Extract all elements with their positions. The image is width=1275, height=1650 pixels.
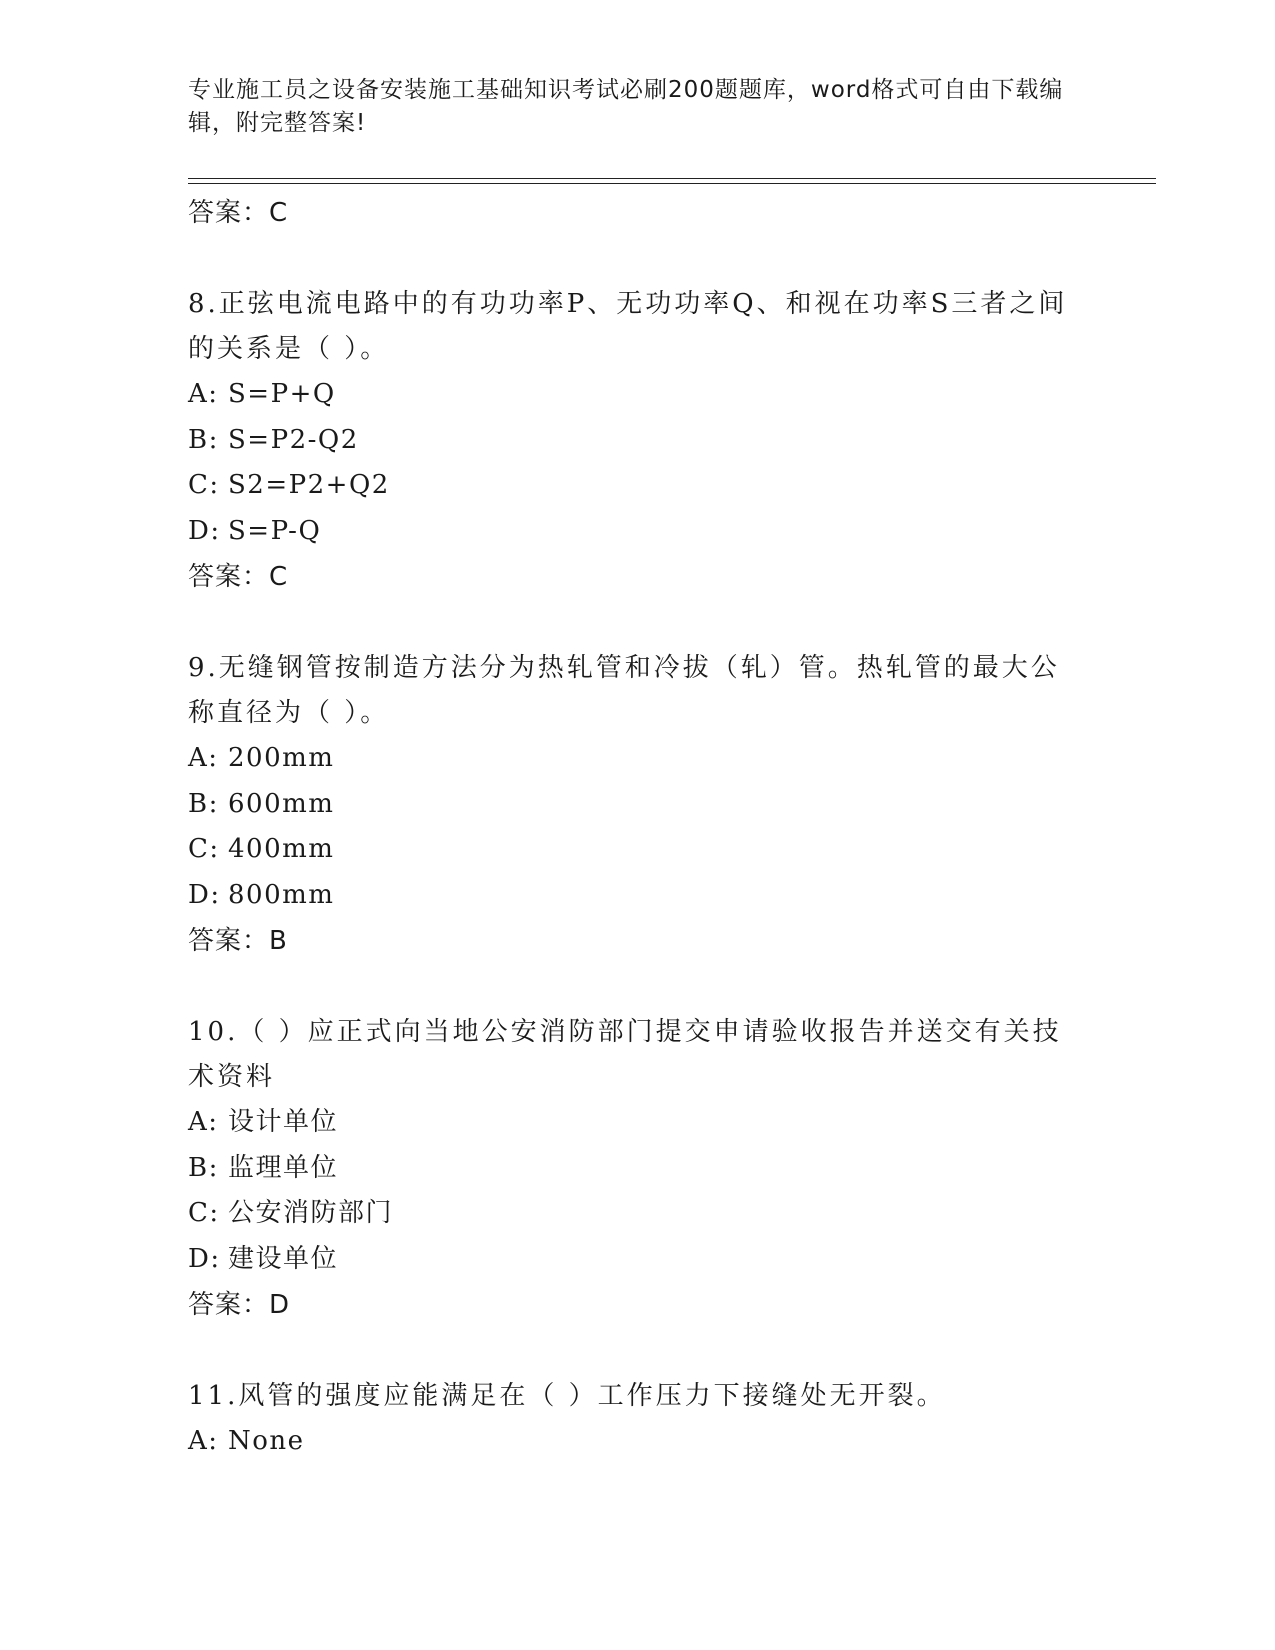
option-text: 设计单位: [228, 1107, 339, 1137]
option-key: A:: [188, 1107, 219, 1137]
option-text: 公安消防部门: [228, 1198, 394, 1228]
option-b: [188, 782, 1088, 828]
option-b: [188, 1146, 1088, 1192]
option-text: S=P+Q: [228, 379, 336, 409]
header-divider-bottom: [188, 183, 1156, 184]
option-key: A:: [188, 743, 219, 773]
option-text: 800mm: [228, 879, 335, 910]
option-text: S2=P2+Q2: [228, 470, 390, 500]
answer-line: 答案：C: [188, 562, 289, 592]
option-key: C:: [188, 834, 220, 864]
question-10: [188, 1010, 1088, 1328]
option-a: [188, 1100, 1088, 1146]
option-c: [188, 827, 1088, 873]
answer-line: 答案：B: [188, 926, 288, 956]
question-stem: 10.（ ）应正式向当地公安消防部门提交申请验收报告并送交有关技术资料: [188, 1017, 1062, 1092]
option-c: [188, 1191, 1088, 1237]
option-key: C:: [188, 470, 220, 500]
option-a: [188, 736, 1088, 782]
option-key: D:: [188, 1243, 221, 1274]
option-key: B:: [188, 788, 219, 819]
option-b: [188, 418, 1088, 464]
option-d: [188, 873, 1088, 919]
option-a: [188, 1419, 1088, 1465]
option-d: [188, 509, 1088, 555]
option-text: 400mm: [228, 834, 335, 864]
option-key: A:: [188, 379, 219, 409]
question-9: [188, 646, 1088, 964]
question-stem: 8.正弦电流电路中的有功功率P、无功功率Q、和视在功率S三者之间的关系是（ ）。: [188, 289, 1068, 364]
option-text: 200mm: [228, 743, 335, 773]
option-text: 监理单位: [228, 1152, 339, 1183]
question-8: [188, 282, 1088, 600]
answer-line: 答案：D: [188, 1290, 291, 1320]
option-text: 600mm: [228, 788, 335, 819]
option-text: None: [228, 1426, 305, 1456]
header-divider-top: [188, 178, 1156, 179]
option-key: D:: [188, 879, 221, 910]
question-stem: 9.无缝钢管按制造方法分为热轧管和冷拔（轧）管。热轧管的最大公称直径为（ ）。: [188, 653, 1060, 728]
question-stem: 11.风管的强度应能满足在（ ）工作压力下接缝处无开裂。: [188, 1381, 946, 1411]
answer-line: 答案：C: [188, 198, 289, 228]
question-11: [188, 1374, 1088, 1465]
option-a: [188, 372, 1088, 418]
option-text: S=P-Q: [228, 515, 322, 546]
option-text: S=P2-Q2: [228, 424, 359, 455]
option-text: 建设单位: [228, 1243, 339, 1274]
option-c: [188, 463, 1088, 509]
option-d: [188, 1237, 1088, 1283]
option-key: B:: [188, 424, 219, 455]
document-header: 专业施工员之设备安装施工基础知识考试必刷200题题库，word格式可自由下载编辑，附完整答案!: [188, 77, 1064, 136]
option-key: A:: [188, 1426, 219, 1456]
option-key: D:: [188, 515, 221, 546]
question-list: [188, 190, 1088, 1465]
option-key: B:: [188, 1152, 219, 1183]
option-key: C:: [188, 1198, 220, 1228]
